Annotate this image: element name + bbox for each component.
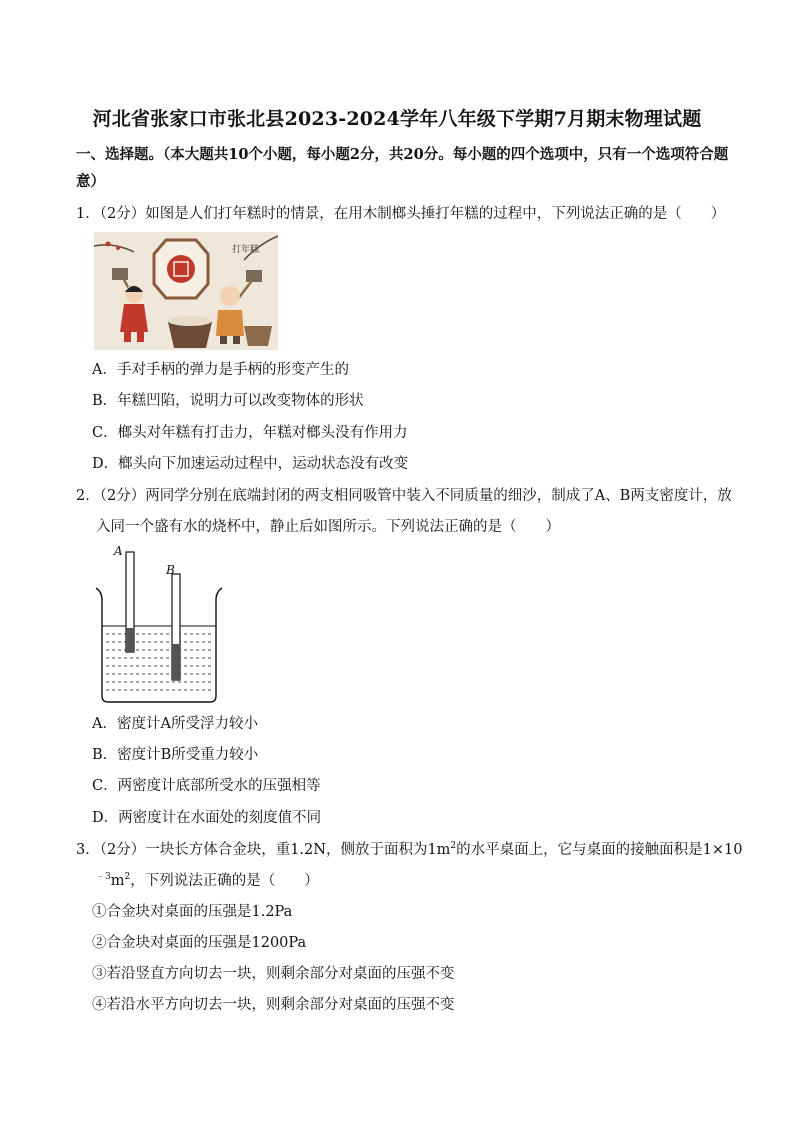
q3-statement-1: ①合金块对桌面的压强是1.2Pa bbox=[92, 904, 293, 920]
page-title: 河北省张家口市张北县2023-2024学年八年级下学期7月期末物理试题 bbox=[92, 108, 702, 130]
label-b: B bbox=[166, 563, 175, 577]
q2-option-a: A．密度计A所受浮力较小 bbox=[92, 716, 258, 732]
q2-option-d: D．两密度计在水面处的刻度值不同 bbox=[92, 810, 322, 826]
question-3-stem-cont: $^{﹣3}m^2$，下列说法正确的是（ ） bbox=[96, 872, 319, 889]
section-heading-cont: 意） bbox=[76, 173, 105, 190]
q1-option-c: C．榔头对年糕有打击力，年糕对榔头没有作用力 bbox=[92, 425, 408, 441]
beaker-hydrometer-diagram bbox=[94, 540, 224, 706]
q2-option-c: C．两密度计底部所受水的压强相等 bbox=[92, 778, 321, 794]
section-heading: 一、选择题。（本大题共10个小题，每小题2分，共20分。每小题的四个选项中，只有一个选项符合题 bbox=[76, 146, 729, 163]
question-1-stem: 1．（2分）如图是人们打年糕时的情景，在用木制榔头捶打年糕的过程中，下列说法正确的是（ ） bbox=[76, 206, 726, 222]
illustration-caption: 打年糕 bbox=[232, 245, 260, 255]
q3-statement-2: ②合金块对桌面的压强是1200Pa bbox=[92, 935, 307, 951]
q1-option-b: B．年糕凹陷，说明力可以改变物体的形状 bbox=[92, 393, 364, 409]
label-a: A bbox=[114, 544, 123, 558]
q3-statement-4: ④若沿水平方向切去一块，则剩余部分对桌面的压强不变 bbox=[92, 997, 455, 1013]
question-3-stem: 3．（2分）一块长方体合金块，重1.2N，侧放于面积为$1m^2$的水平桌面上，它与桌面的接触面积是1×10 bbox=[76, 841, 743, 858]
q3-statement-3: ③若沿竖直方向切去一块，则剩余部分对桌面的压强不变 bbox=[92, 966, 455, 982]
q1-option-a: A．手对手柄的弹力是手柄的形变产生的 bbox=[92, 362, 349, 378]
q1-option-d: D．榔头向下加速运动过程中，运动状态没有改变 bbox=[92, 456, 409, 472]
q2-option-b: B．密度计B所受重力较小 bbox=[92, 747, 259, 763]
question-2-stem: 2．（2分）两同学分别在底端封闭的两支相同吸管中装入不同质量的细沙，制成了A、B两支密度计，放 bbox=[76, 488, 732, 504]
nian-gao-illustration bbox=[94, 232, 278, 350]
question-2-stem-cont: 入同一个盛有水的烧杯中，静止后如图所示。下列说法正确的是（ ） bbox=[96, 519, 560, 535]
